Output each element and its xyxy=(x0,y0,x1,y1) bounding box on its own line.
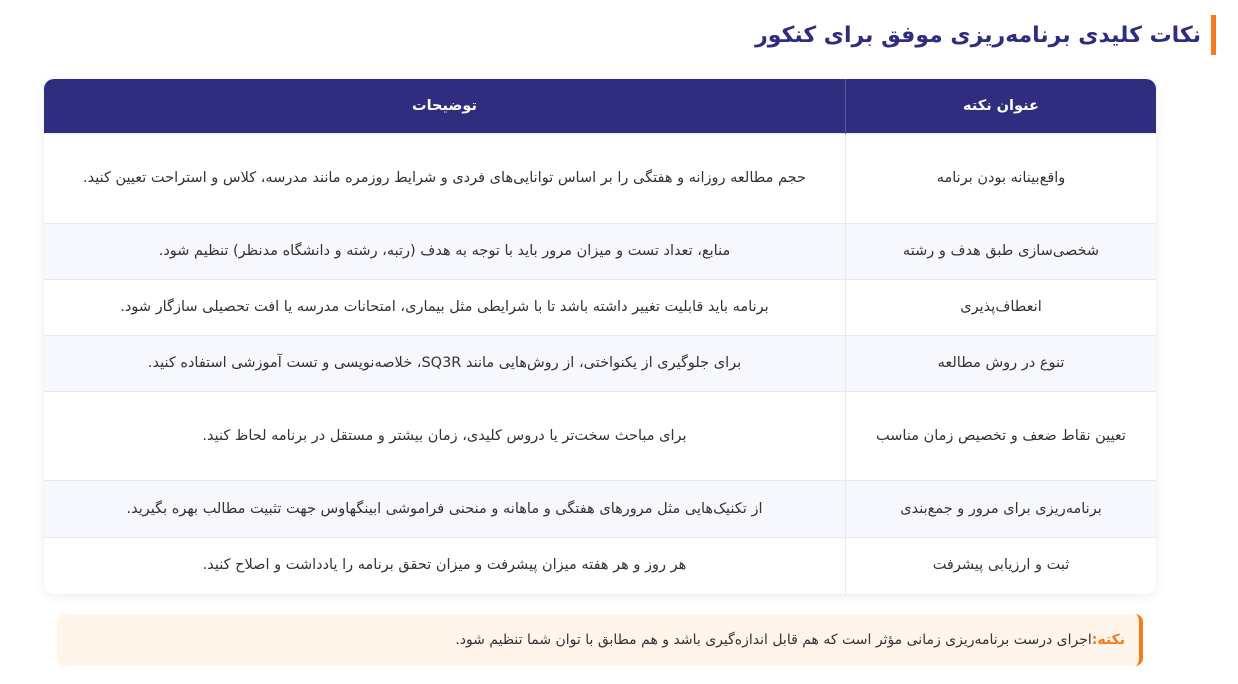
table-row xyxy=(44,538,1156,594)
point-cell: ثبت و ارزیابی پیشرفت xyxy=(846,538,1157,594)
note-box xyxy=(57,614,1143,666)
note-label: نکته: xyxy=(1091,632,1125,648)
point-cell: تنوع در روش مطالعه xyxy=(846,336,1157,392)
description-cell: هر روز و هر هفته میزان پیشرفت و میزان تحقق برنامه را یادداشت و اصلاح کنید. xyxy=(44,538,846,594)
page-title: نکات کلیدی برنامه‌ریزی موفق برای کنکور xyxy=(755,15,1216,55)
table-row xyxy=(44,134,1156,224)
point-cell: شخصی‌سازی طبق هدف و رشته xyxy=(846,224,1157,280)
table-row xyxy=(44,224,1156,280)
point-cell: تعیین نقاط ضعف و تخصیص زمان مناسب xyxy=(846,392,1157,481)
description-cell: برنامه باید قابلیت تغییر داشته باشد تا با شرایطی مثل بیماری، امتحانات مدرسه یا افت تحصیلی سازگار شود. xyxy=(44,280,846,336)
note-text: اجرای درست برنامه‌ریزی زمانی مؤثر است که هم قابل اندازه‌گیری باشد و هم مطابق با توان شما تنظیم شود. xyxy=(455,632,1092,648)
tips-table xyxy=(44,79,1156,594)
description-cell: حجم مطالعه روزانه و هفتگی را بر اساس توانایی‌های فردی و شرایط روزمره مانند مدرسه، کلاس و استراحت تعیین کنید. xyxy=(44,134,846,224)
header-point: عنوان نکته xyxy=(846,79,1157,134)
table-row xyxy=(44,481,1156,538)
point-cell: واقع‌بینانه بودن برنامه xyxy=(846,134,1157,224)
description-cell: از تکنیک‌هایی مثل مرورهای هفتگی و ماهانه و منحنی فراموشی ابینگهاوس جهت تثبیت مطالب بهره بگیرید. xyxy=(44,481,846,538)
header-description: توضیحات xyxy=(44,79,846,134)
table-header-row xyxy=(44,79,1156,134)
point-cell: انعطاف‌پذیری xyxy=(846,280,1157,336)
table-row xyxy=(44,336,1156,392)
table-row xyxy=(44,392,1156,481)
point-cell: برنامه‌ریزی برای مرور و جمع‌بندی xyxy=(846,481,1157,538)
description-cell: برای جلوگیری از یکنواختی، از روش‌هایی مانند SQ3R، خلاصه‌نویسی و تست آموزشی استفاده کنید. xyxy=(44,336,846,392)
description-cell: برای مباحث سخت‌تر یا دروس کلیدی، زمان بیشتر و مستقل در برنامه لحاظ کنید. xyxy=(44,392,846,481)
table-row xyxy=(44,280,1156,336)
description-cell: منابع، تعداد تست و میزان مرور باید با توجه به هدف (رتبه، رشته و دانشگاه مدنظر) تنظیم شود. xyxy=(44,224,846,280)
